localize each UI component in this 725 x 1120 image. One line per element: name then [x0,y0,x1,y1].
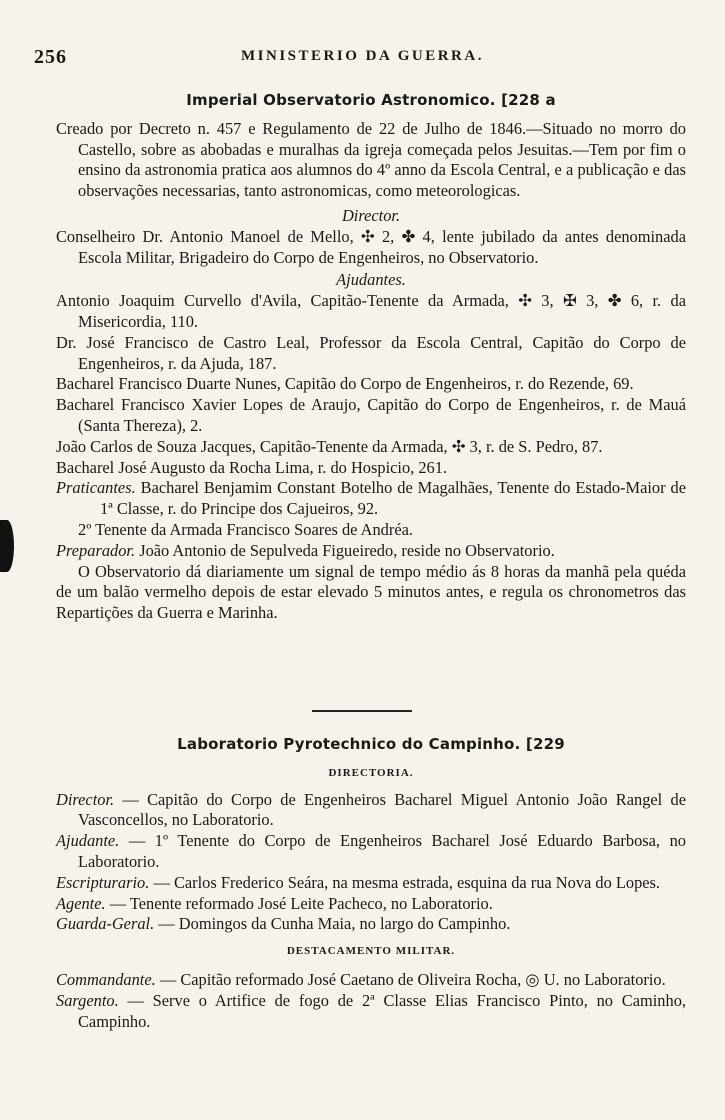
lab-entry-text: — Tenente reformado José Leite Pacheco, no Laboratorio. [109,893,493,913]
destacamento-sargento [56,991,686,1033]
ink-blot [0,520,14,572]
preparador-entry [56,541,686,562]
adjunct-entry: João Carlos de Souza Jacques, Capitão-Tenente da Armada, ✣ 3, r. de S. Pedro, 87. [56,436,603,456]
directoria-heading: DIRECTORIA. [328,766,414,779]
destacamento-commandante [56,970,686,991]
destacamento-text: — Serve o Artifice de fogo de 2ª Classe Elias Francisco Pinto, no Caminho, Campinho. [78,990,686,1031]
destacamento-label: Commandante. [56,969,156,989]
lab-entry-label: Director. [56,789,115,809]
observatory-title [56,90,686,111]
director-entry: Conselheiro Dr. Antonio Manoel de Mello, ✣ 2, ✤ 4, lente jubilado da antes denominada Escola Militar, Brigadeiro do Corpo de Engenheiros, no Observatorio. [56,226,686,267]
adjunct-entry: Antonio Joaquim Curvello d'Avila, Capitão-Tenente da Armada, ✣ 3, ✠ 3, ✤ 6, r. da Misericordia, 110. [56,291,686,331]
running-title: MINISTERIO DA GUERRA. [241,48,484,64]
lab-entry-ajudante [56,831,686,873]
lab-entry-agente [56,894,686,915]
laboratory-section [56,734,686,1032]
lab-entry-guarda [56,914,686,935]
lab-entry-label: Escripturario. [56,872,150,892]
adjunct-entry: Bacharel José Augusto da Rocha Lima, r. do Hospicio, 261. [56,457,448,477]
laboratory-title [56,734,686,755]
destacamento-label: Sargento. [56,990,119,1010]
director-heading: Director. [341,205,401,225]
lab-entry-text: — 1º Tenente do Corpo de Engenheiros Bacharel José Eduardo Barbosa, no Laboratorio. [78,831,686,871]
page-number: 256 [34,46,67,68]
laboratory-ref: [229 [525,735,565,753]
praticantes-label: Praticantes. [56,478,136,498]
section-divider [312,710,412,712]
laboratory-title-text: Laboratorio Pyrotechnico do Campinho. [177,735,521,753]
lab-entry-text: — Domingos da Cunha Maia, no largo do Campinho. [158,914,511,934]
preparador-text: João Antonio de Sepulveda Figueiredo, reside no Observatorio. [139,540,555,560]
adjunct-entry: Bacharel Francisco Xavier Lopes de Araujo, Capitão do Corpo de Engenheiros, r. de Mauá (Santa Thereza), 2. [56,395,686,435]
page-header [34,46,691,70]
praticante-2: 2º Tenente da Armada Francisco Soares de Andréa. [78,519,413,539]
observatory-note: O Observatorio dá diariamente um signal de tempo médio ás 8 horas da manhã pela quéda de um balão vermelho depois de estar elevado 5 minutos antes, e regula os chronometros das Repartições da Guerra e Marinha. [56,561,686,623]
lab-entry-text: — Capitão do Corpo de Engenheiros Bacharel Miguel Antonio João Rangel de Vasconcellos, no Laboratorio. [78,789,686,830]
lab-entry-label: Guarda-Geral. [56,914,155,934]
destacamento-heading: DESTACAMENTO MILITAR. [286,945,456,958]
preparador-label: Preparador. [56,540,136,560]
adjunct-entry: Dr. José Francisco de Castro Leal, Professor da Escola Central, Capitão do Corpo de Engenheiros, r. da Ajuda, 187. [56,332,686,373]
lab-entry-label: Agente. [56,893,106,913]
observatory-section [56,90,686,624]
lab-entry-label: Ajudante. [56,831,120,851]
observatory-ref: [228 a [501,91,556,109]
praticantes-entry [56,478,686,520]
observatory-intro: Creado por Decreto n. 457 e Regulamento de 22 de Julho de 1846.—Situado no morro do Castello, sobre as abobadas e muralhas da igreja começada pelos Jesuitas.—Tem por fim o ensino da astronomia pratica aos alumnos do 4º anno da Escola Central, e a publicação e das observações necessarias, tanto astronomicas, como meteorologicas. [56,118,686,201]
lab-entry-escripturario [56,873,686,894]
adjunct-entry: Bacharel Francisco Duarte Nunes, Capitão do Corpo de Engenheiros, r. do Rezende, 69. [56,374,634,394]
adjuncts-heading: Ajudantes. [336,270,406,290]
praticantes-text: Bacharel Benjamim Constant Botelho de Magalhães, Tenente do Estado-Maior de 1ª Classe, r. do Principe dos Cajueiros, 92. [100,478,686,519]
destacamento-text: — Capitão reformado José Caetano de Oliveira Rocha, ◎ U. no Laboratorio. [159,969,666,989]
lab-entry-director [56,790,686,832]
observatory-title-text: Imperial Observatorio Astronomico. [186,91,496,109]
lab-entry-text: — Carlos Frederico Seára, na mesma estrada, esquina da rua Nova do Lopes. [153,872,661,892]
